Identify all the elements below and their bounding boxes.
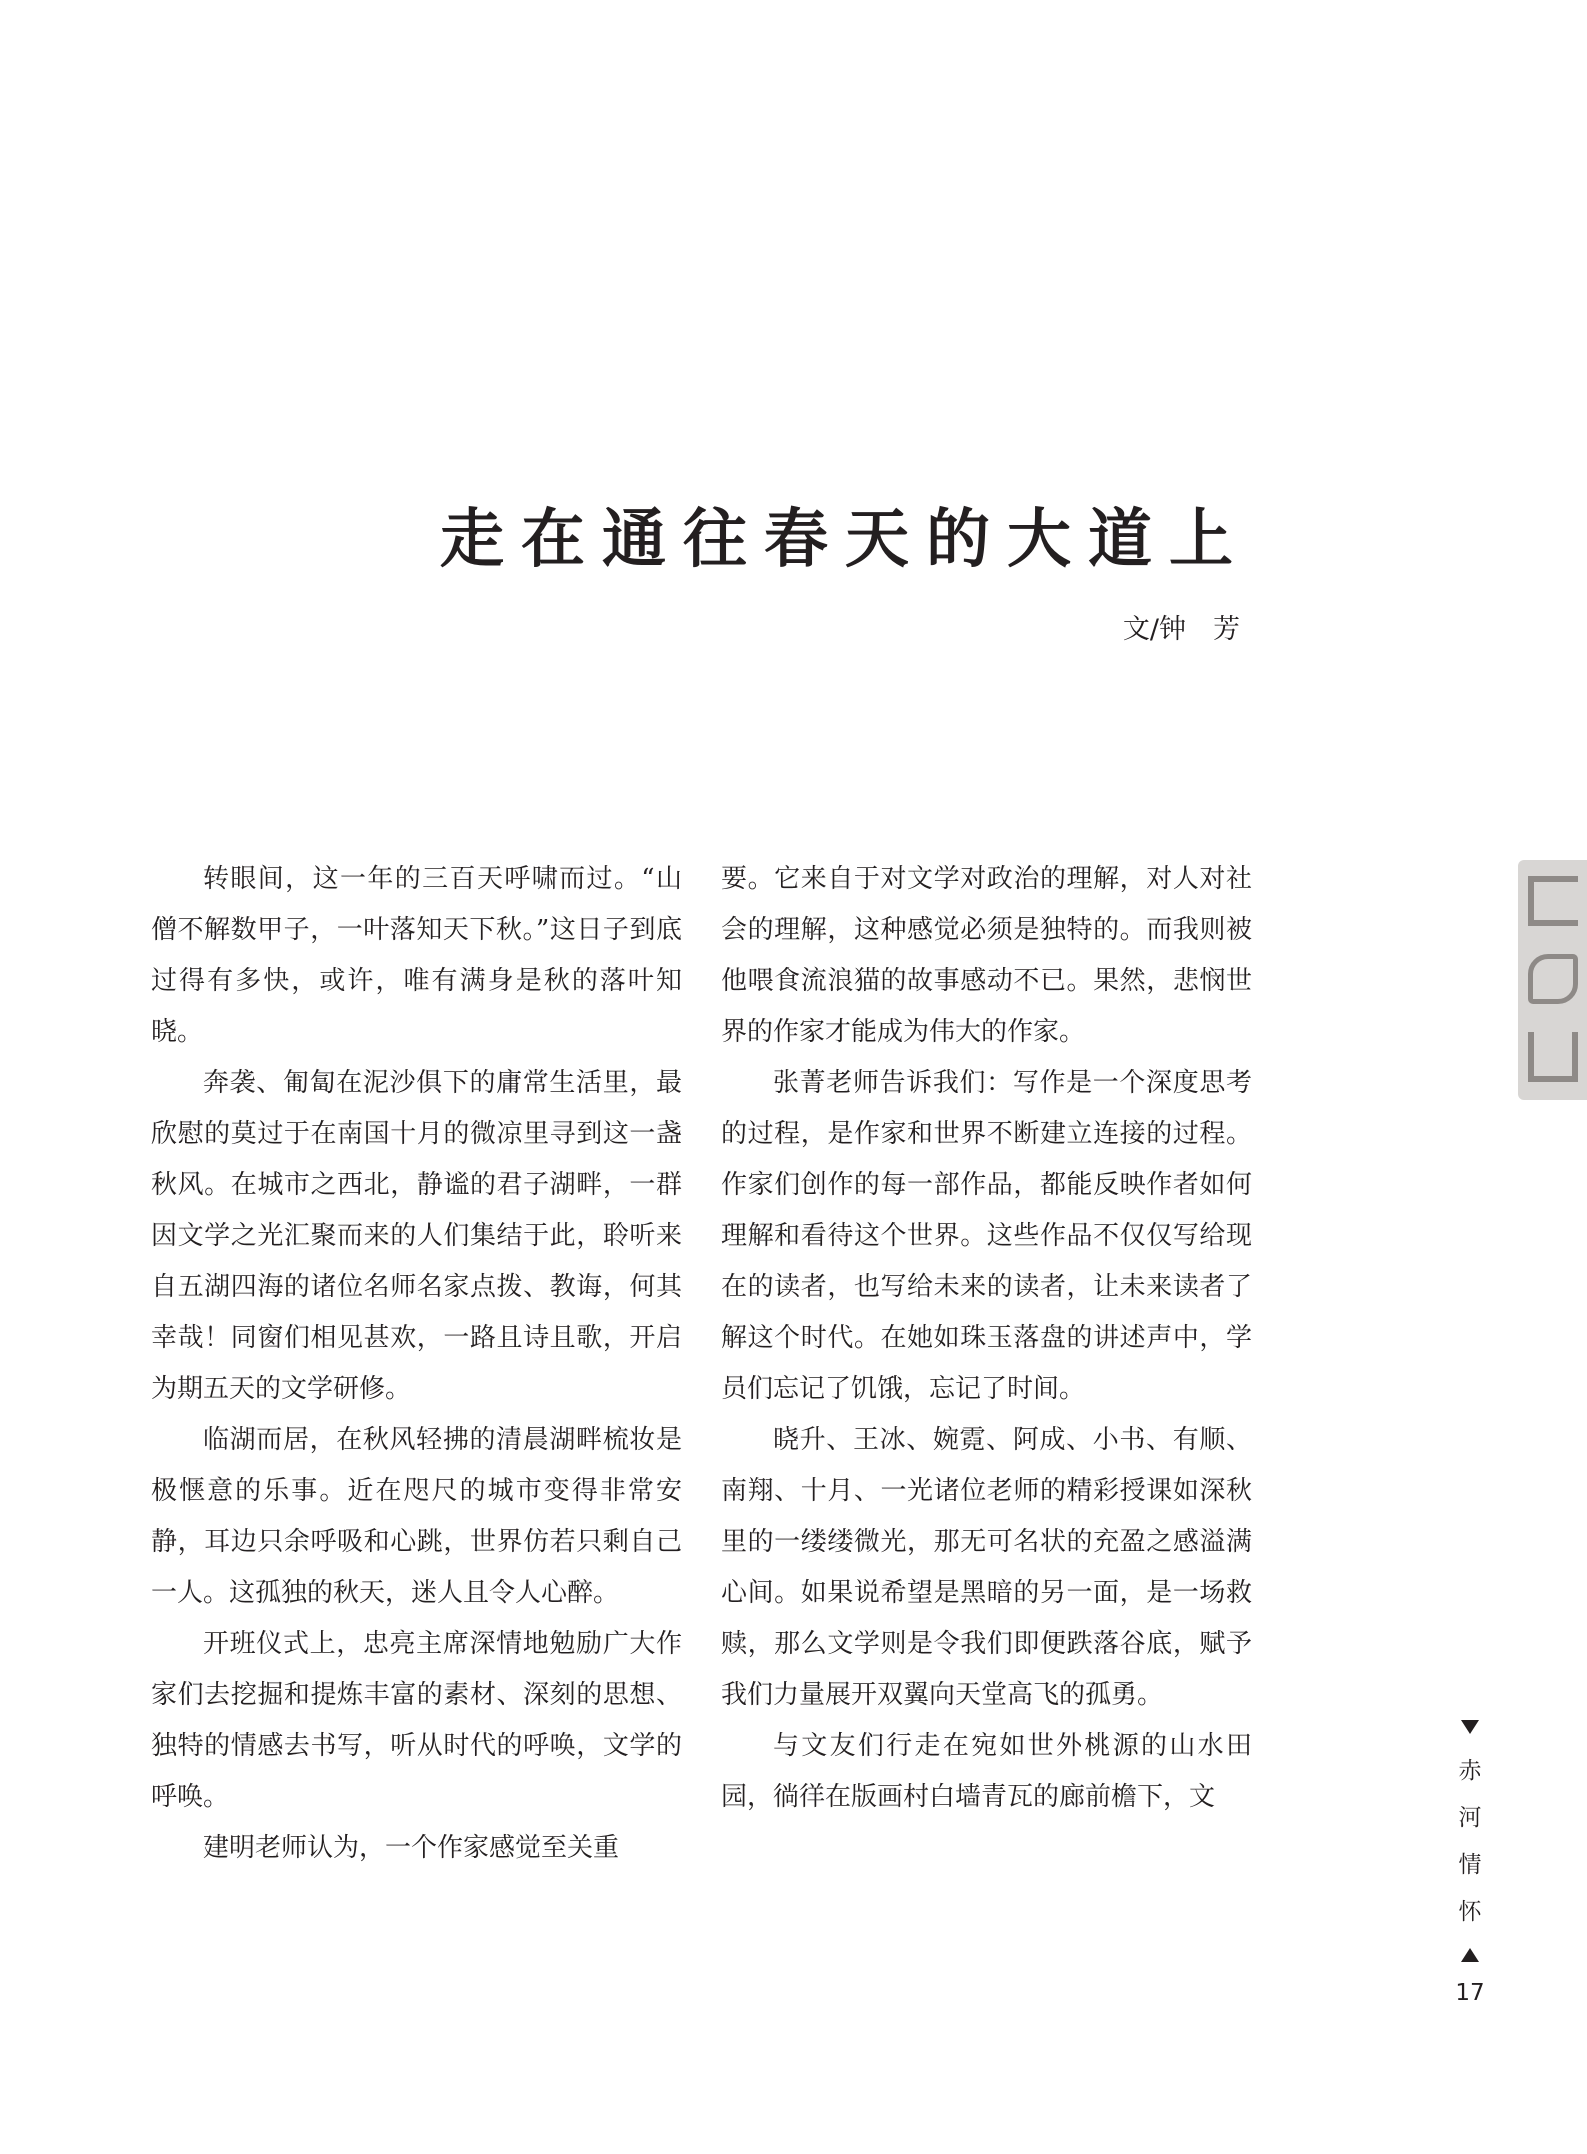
- section-char: 赤: [1458, 1758, 1482, 1784]
- right-column: [721, 854, 1252, 1823]
- article-byline: 文/钟 芳: [1122, 614, 1240, 645]
- paragraph: 临湖而居，在秋风轻拂的清晨湖畔梳妆是极惬意的乐事。近在咫尺的城市变得非常安静，耳边只余呼吸和心跳，世界仿若只剩自己一人。这孤独的秋天，迷人且令人心醉。: [151, 1425, 682, 1608]
- paragraph: 张菁老师告诉我们：写作是一个深度思考的过程，是作家和世界不断建立连接的过程。作家们创作的每一部作品，都能反映作者如何理解和看待这个世界。这些作品不仅仅写给现在的读者，也写给未来的读者，让未来读者了解这个时代。在她如珠玉落盘的讲述声中，学员们忘记了饥饿，忘记了时间。: [721, 1068, 1252, 1404]
- section-char: 情: [1458, 1852, 1482, 1878]
- left-column: [151, 854, 682, 1874]
- article-title: 走在通往春天的大道上: [440, 502, 1250, 577]
- seal-stamp-icon: [1518, 860, 1587, 1100]
- triangle-up-icon: [1461, 1948, 1479, 1962]
- paragraph: 晓升、王冰、婉霓、阿成、小书、有顺、南翔、十月、一光诸位老师的精彩授课如深秋里的一缕缕微光，那无可名状的充盈之感溢满心间。如果说希望是黑暗的另一面，是一场救赎，那么文学则是令我们即便跌落谷底，赋予我们力量展开双翼向天堂高飞的孤勇。: [721, 1425, 1252, 1710]
- paragraph: 开班仪式上，忠亮主席深情地勉励广大作家们去挖掘和提炼丰富的素材、深刻的思想、独特的情感去书写，听从时代的呼唤，文学的呼唤。: [151, 1629, 682, 1812]
- seal-glyph: [1528, 876, 1578, 926]
- section-title-vertical: [1452, 1720, 1488, 1962]
- paragraph: 转眼间，这一年的三百天呼啸而过。“山僧不解数甲子，一叶落知天下秋。”这日子到底过得有多快，或许，唯有满身是秋的落叶知晓。: [151, 864, 682, 1047]
- triangle-down-icon: [1461, 1720, 1479, 1734]
- section-char: 河: [1458, 1805, 1482, 1831]
- page-number: 17: [1455, 1980, 1485, 2006]
- seal-glyph: [1528, 1032, 1578, 1082]
- paragraph-continued: 要。它来自于对文学对政治的理解，对人对社会的理解，这种感觉必须是独特的。而我则被他喂食流浪猫的故事感动不已。果然，悲悯世界的作家才能成为伟大的作家。: [721, 864, 1252, 1047]
- section-char: 怀: [1458, 1899, 1482, 1925]
- paragraph: 与文友们行走在宛如世外桃源的山水田园，徜徉在版画村白墙青瓦的廊前檐下，文: [721, 1731, 1252, 1812]
- paragraph: 建明老师认为，一个作家感觉至关重: [203, 1833, 620, 1863]
- seal-glyph: [1528, 954, 1578, 1004]
- paragraph: 奔袭、匍匐在泥沙俱下的庸常生活里，最欣慰的莫过于在南国十月的微凉里寻到这一盏秋风。在城市之西北，静谧的君子湖畔，一群因文学之光汇聚而来的人们集结于此，聆听来自五湖四海的诸位名师名家点拨、教诲，何其幸哉！同窗们相见甚欢，一路且诗且歌，开启为期五天的文学研修。: [151, 1068, 682, 1404]
